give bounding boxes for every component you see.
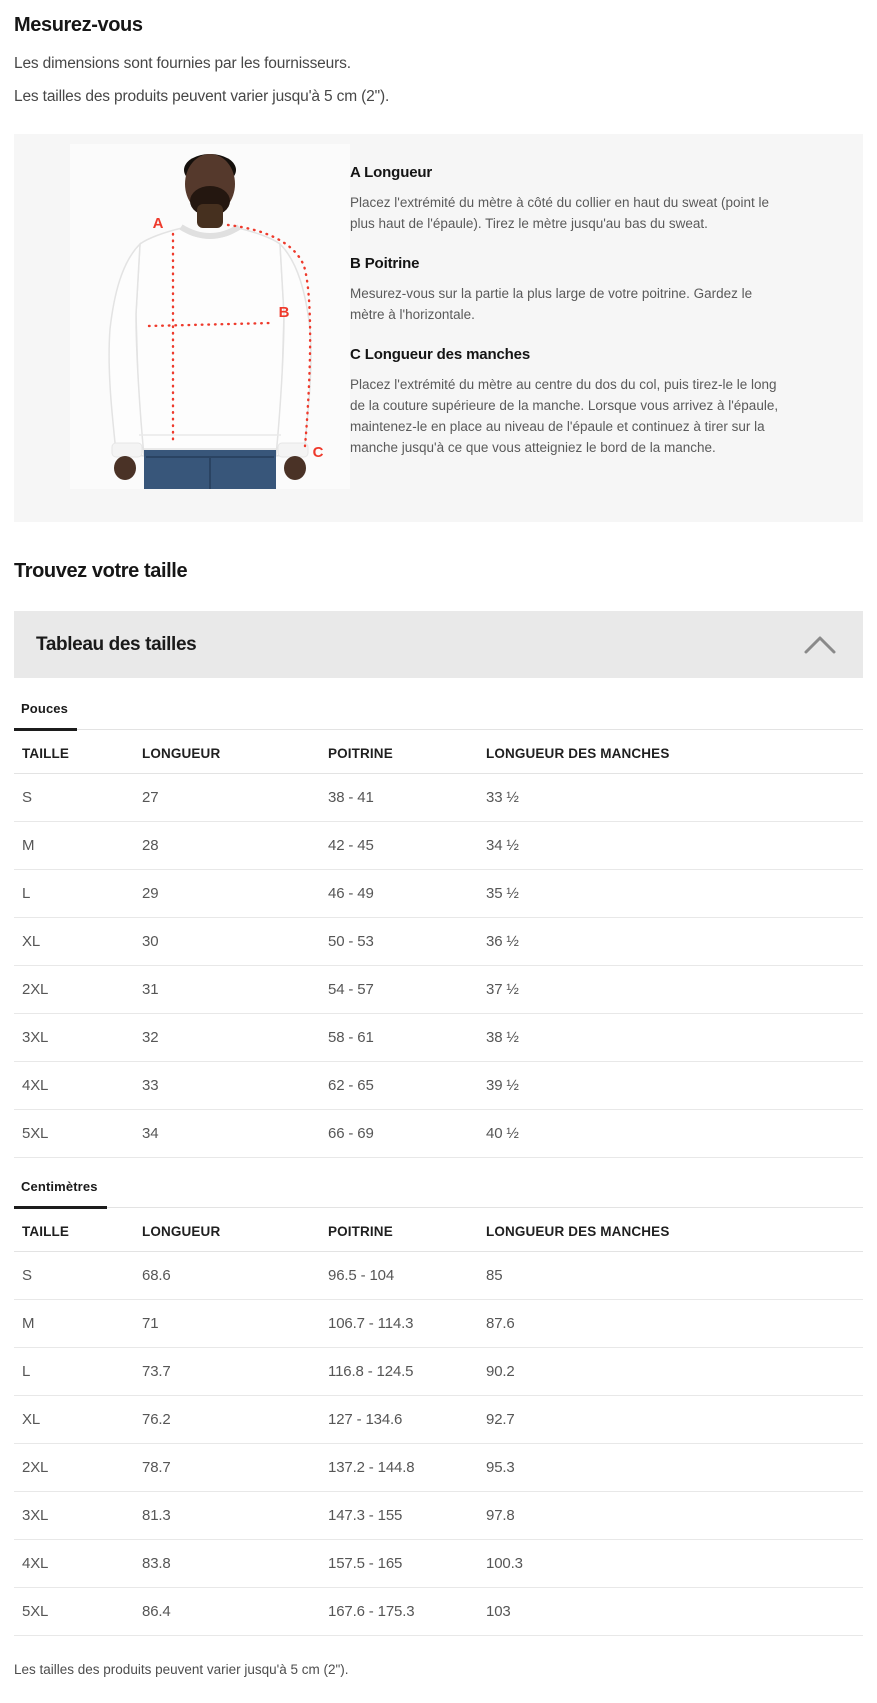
table-cell: 96.5 - 104 xyxy=(328,1252,486,1300)
marker-a-label: A xyxy=(152,215,164,232)
col-header-taille: TAILLE xyxy=(14,1208,142,1252)
table-cell: 78.7 xyxy=(142,1444,328,1492)
table-row xyxy=(14,918,863,966)
table-cell: 37 ½ xyxy=(486,966,863,1014)
table-cell: 35 ½ xyxy=(486,870,863,918)
table-cell: 40 ½ xyxy=(486,1110,863,1158)
table-cell: 4XL xyxy=(14,1062,142,1110)
page-title: Mesurez-vous xyxy=(14,14,143,36)
find-your-size-title: Trouvez votre taille xyxy=(14,560,188,582)
measure-label-c: C Longueur des manches xyxy=(350,346,531,363)
table-cell: S xyxy=(14,1252,142,1300)
table-cell: 106.7 - 114.3 xyxy=(328,1300,486,1348)
table-cell: 33 ½ xyxy=(486,774,863,822)
table-row xyxy=(14,1492,863,1540)
table-cell: 92.7 xyxy=(486,1396,863,1444)
table-row xyxy=(14,1396,863,1444)
col-header-manches: LONGUEUR DES MANCHES xyxy=(486,1208,863,1252)
table-cell: 34 xyxy=(142,1110,328,1158)
sweatshirt-measure-illustration xyxy=(70,144,350,489)
table-row xyxy=(14,1588,863,1636)
table-cell: 73.7 xyxy=(142,1348,328,1396)
table-cell: 137.2 - 144.8 xyxy=(328,1444,486,1492)
table-cell: 85 xyxy=(486,1252,863,1300)
table-row xyxy=(14,1540,863,1588)
table-cell: 103 xyxy=(486,1588,863,1636)
unit-tab-centimetres[interactable]: Centimètres xyxy=(14,1173,107,1209)
table-cell: 157.5 - 165 xyxy=(328,1540,486,1588)
table-cell: 28 xyxy=(142,822,328,870)
table-cell: 27 xyxy=(142,774,328,822)
table-cell: 87.6 xyxy=(486,1300,863,1348)
marker-b-label: B xyxy=(278,304,290,321)
table-cell: 167.6 - 175.3 xyxy=(328,1588,486,1636)
table-cell: 29 xyxy=(142,870,328,918)
measure-text-b: Mesurez-vous sur la partie la plus large de votre poitrine. Gardez le mètre à l'horizontale. xyxy=(350,286,753,322)
col-header-longueur: LONGUEUR xyxy=(142,730,328,774)
table-cell: L xyxy=(14,870,142,918)
table-cell: 34 ½ xyxy=(486,822,863,870)
size-table-centimetres xyxy=(14,1208,863,1636)
table-header-row xyxy=(14,1208,863,1252)
measure-text-c: Placez l'extrémité du mètre au centre du dos du col, puis tirez-le le long de la couture supérieure de la manche. Lorsque vous arrivez à l'épaule, maintenez-le en place au niveau de l'épaule et continuez à tirer sur la manche jusqu'à ce que vous atteigniez le bord de la manche. xyxy=(350,377,779,455)
intro-line-2: Les tailles des produits peuvent varier jusqu'à 5 cm (2"). xyxy=(14,88,390,105)
table-cell: 42 - 45 xyxy=(328,822,486,870)
col-header-longueur: LONGUEUR xyxy=(142,1208,328,1252)
table-cell: 86.4 xyxy=(142,1588,328,1636)
table-cell: 66 - 69 xyxy=(328,1110,486,1158)
measure-label-b: B Poitrine xyxy=(350,255,420,272)
size-chart-accordion-header[interactable] xyxy=(14,611,863,678)
table-row xyxy=(14,774,863,822)
table-cell: 2XL xyxy=(14,966,142,1014)
table-cell: 147.3 - 155 xyxy=(328,1492,486,1540)
table-cell: 33 xyxy=(142,1062,328,1110)
measure-instructions xyxy=(350,134,863,522)
table-cell: 4XL xyxy=(14,1540,142,1588)
measure-label-a: A Longueur xyxy=(350,164,433,181)
table-row xyxy=(14,1300,863,1348)
unit-tab-row-pouces xyxy=(14,695,863,730)
table-row xyxy=(14,966,863,1014)
table-cell: 2XL xyxy=(14,1444,142,1492)
table-cell: 5XL xyxy=(14,1110,142,1158)
table-cell: 58 - 61 xyxy=(328,1014,486,1062)
table-cell: 97.8 xyxy=(486,1492,863,1540)
measure-text-a: Placez l'extrémité du mètre à côté du collier en haut du sweat (point le plus haut de l'épaule). Tirez le mètre jusqu'au bas du sweat. xyxy=(350,195,770,231)
table-row xyxy=(14,1110,863,1158)
table-row xyxy=(14,1444,863,1492)
table-row xyxy=(14,1062,863,1110)
table-cell: 5XL xyxy=(14,1588,142,1636)
table-cell: 50 - 53 xyxy=(328,918,486,966)
table-cell: 83.8 xyxy=(142,1540,328,1588)
table-cell: 3XL xyxy=(14,1492,142,1540)
table-cell: 38 - 41 xyxy=(328,774,486,822)
table-cell: M xyxy=(14,822,142,870)
table-cell: 39 ½ xyxy=(486,1062,863,1110)
unit-tab-row-centimetres xyxy=(14,1173,863,1208)
table-row xyxy=(14,1252,863,1300)
table-cell: XL xyxy=(14,1396,142,1444)
table-cell: 100.3 xyxy=(486,1540,863,1588)
table-cell: 3XL xyxy=(14,1014,142,1062)
table-header-row xyxy=(14,730,863,774)
table-cell: S xyxy=(14,774,142,822)
accordion-title: Tableau des tailles xyxy=(36,633,197,655)
col-header-manches: LONGUEUR DES MANCHES xyxy=(486,730,863,774)
table-cell: 62 - 65 xyxy=(328,1062,486,1110)
model-photo xyxy=(14,134,350,522)
table-row xyxy=(14,1348,863,1396)
marker-c-label: C xyxy=(312,444,324,461)
table-cell: 116.8 - 124.5 xyxy=(328,1348,486,1396)
table-cell: XL xyxy=(14,918,142,966)
table-cell: 68.6 xyxy=(142,1252,328,1300)
col-header-poitrine: POITRINE xyxy=(328,730,486,774)
table-cell: 90.2 xyxy=(486,1348,863,1396)
table-row xyxy=(14,1014,863,1062)
size-variance-note: Les tailles des produits peuvent varier jusqu'à 5 cm (2"). xyxy=(14,1662,349,1677)
table-cell: 71 xyxy=(142,1300,328,1348)
table-cell: L xyxy=(14,1348,142,1396)
col-header-taille: TAILLE xyxy=(14,730,142,774)
table-cell: 76.2 xyxy=(142,1396,328,1444)
table-cell: 38 ½ xyxy=(486,1014,863,1062)
table-cell: 54 - 57 xyxy=(328,966,486,1014)
table-cell: 30 xyxy=(142,918,328,966)
table-cell: 31 xyxy=(142,966,328,1014)
table-cell: 127 - 134.6 xyxy=(328,1396,486,1444)
col-header-poitrine: POITRINE xyxy=(328,1208,486,1252)
intro-line-1: Les dimensions sont fournies par les fournisseurs. xyxy=(14,55,351,72)
chevron-up-icon xyxy=(803,635,837,655)
size-table-pouces xyxy=(14,730,863,1158)
measure-guide-panel xyxy=(14,134,863,522)
table-cell: 32 xyxy=(142,1014,328,1062)
table-cell: 46 - 49 xyxy=(328,870,486,918)
table-row xyxy=(14,870,863,918)
table-cell: 81.3 xyxy=(142,1492,328,1540)
table-cell: 95.3 xyxy=(486,1444,863,1492)
table-cell: M xyxy=(14,1300,142,1348)
unit-tab-pouces[interactable]: Pouces xyxy=(14,695,77,731)
table-cell: 36 ½ xyxy=(486,918,863,966)
table-row xyxy=(14,822,863,870)
